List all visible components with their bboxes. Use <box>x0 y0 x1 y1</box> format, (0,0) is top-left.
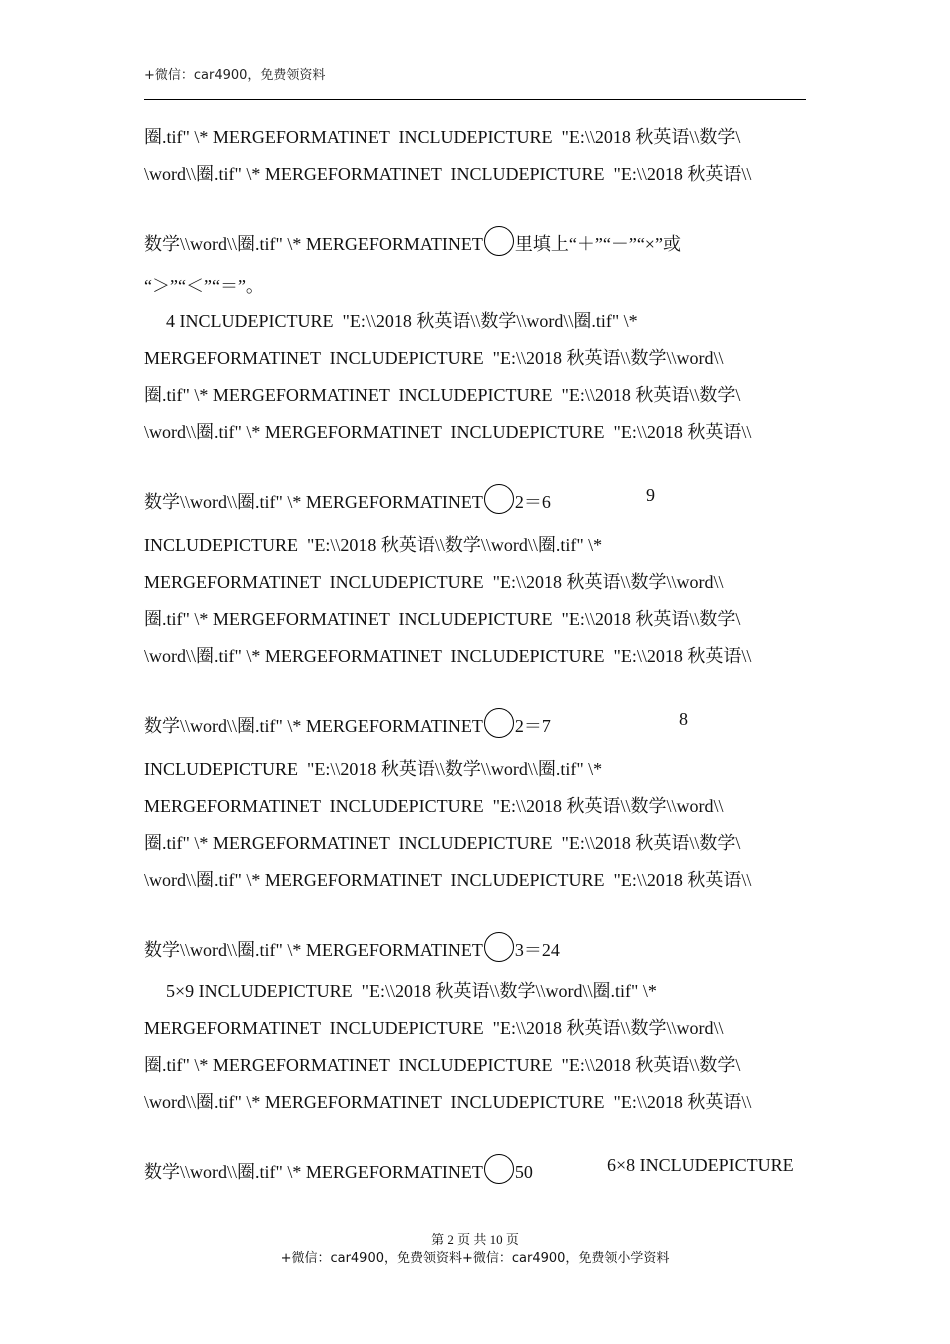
text-line: \word\\圈.tif" \* MERGEFORMATINET INCLUDEPICTURE "E:\\2018 秋英语\\ <box>144 646 752 666</box>
blank-circle-icon <box>484 1154 514 1184</box>
text-line: MERGEFORMATINET INCLUDEPICTURE "E:\\2018 秋英语\\数学\\word\\ <box>144 796 724 816</box>
text-line: MERGEFORMATINET INCLUDEPICTURE "E:\\2018 秋英语\\数学\\word\\ <box>144 348 724 368</box>
text-line: 4 INCLUDEPICTURE "E:\\2018 秋英语\\数学\\word\\圈.tif" \* <box>166 311 638 331</box>
text-line: INCLUDEPICTURE "E:\\2018 秋英语\\数学\\word\\圈.tif" \* <box>144 759 603 779</box>
text-fragment: 数学\\word\\圈.tif" \* MERGEFORMATINET <box>144 234 483 254</box>
blank-circle-icon <box>484 484 514 514</box>
page-number: 第 2 页 共 10 页 <box>431 1232 519 1247</box>
text-line <box>144 1154 533 1184</box>
equation-result: 2＝6 <box>514 492 551 512</box>
text-line: 圈.tif" \* MERGEFORMATINET INCLUDEPICTURE "E:\\2018 秋英语\\数学\ <box>144 127 741 147</box>
text-fragment: 数学\\word\\圈.tif" \* MERGEFORMATINET <box>144 1162 483 1182</box>
text-line: 5×9 INCLUDEPICTURE "E:\\2018 秋英语\\数学\\word\\圈.tif" \* <box>166 981 657 1001</box>
text-line: “＞”“＜”“＝”。 <box>144 276 264 296</box>
problem-number: 9 <box>646 485 655 505</box>
page-header: +微信：car4900，免费领资料 <box>144 68 326 83</box>
problem-number: 8 <box>679 709 688 729</box>
text-line <box>144 932 560 962</box>
text-line <box>144 708 551 738</box>
text-line: INCLUDEPICTURE "E:\\2018 秋英语\\数学\\word\\圈.tif" \* <box>144 535 603 555</box>
text-line: 圈.tif" \* MERGEFORMATINET INCLUDEPICTURE "E:\\2018 秋英语\\数学\ <box>144 1055 741 1075</box>
text-line: \word\\圈.tif" \* MERGEFORMATINET INCLUDEPICTURE "E:\\2018 秋英语\\ <box>144 164 752 184</box>
text-fragment: 数学\\word\\圈.tif" \* MERGEFORMATINET <box>144 940 483 960</box>
text-line: \word\\圈.tif" \* MERGEFORMATINET INCLUDEPICTURE "E:\\2018 秋英语\\ <box>144 422 752 442</box>
text-line: \word\\圈.tif" \* MERGEFORMATINET INCLUDEPICTURE "E:\\2018 秋英语\\ <box>144 1092 752 1112</box>
text-line: MERGEFORMATINET INCLUDEPICTURE "E:\\2018 秋英语\\数学\\word\\ <box>144 572 724 592</box>
text-line: 圈.tif" \* MERGEFORMATINET INCLUDEPICTURE "E:\\2018 秋英语\\数学\ <box>144 385 741 405</box>
text-line <box>144 484 551 514</box>
text-fragment: 数学\\word\\圈.tif" \* MERGEFORMATINET <box>144 492 483 512</box>
text-fragment: 里填上“＋”“－”“×”或 <box>514 234 681 254</box>
text-line <box>144 226 681 256</box>
page-footer-promo: +微信：car4900，免费领资料+微信：car4900，免费领小学资料 <box>280 1251 670 1266</box>
text-line: 圈.tif" \* MERGEFORMATINET INCLUDEPICTURE "E:\\2018 秋英语\\数学\ <box>144 833 741 853</box>
equation-result: 2＝7 <box>514 716 551 736</box>
header-divider <box>144 99 806 100</box>
text-line: \word\\圈.tif" \* MERGEFORMATINET INCLUDEPICTURE "E:\\2018 秋英语\\ <box>144 870 752 890</box>
text-line: 圈.tif" \* MERGEFORMATINET INCLUDEPICTURE "E:\\2018 秋英语\\数学\ <box>144 609 741 629</box>
blank-circle-icon <box>484 708 514 738</box>
blank-circle-icon <box>484 226 514 256</box>
equation-result: 50 <box>514 1162 533 1182</box>
equation-result: 3＝24 <box>514 940 560 960</box>
text-line: MERGEFORMATINET INCLUDEPICTURE "E:\\2018 秋英语\\数学\\word\\ <box>144 1018 724 1038</box>
blank-circle-icon <box>484 932 514 962</box>
problem-text: 6×8 INCLUDEPICTURE <box>607 1155 794 1175</box>
text-fragment: 数学\\word\\圈.tif" \* MERGEFORMATINET <box>144 716 483 736</box>
